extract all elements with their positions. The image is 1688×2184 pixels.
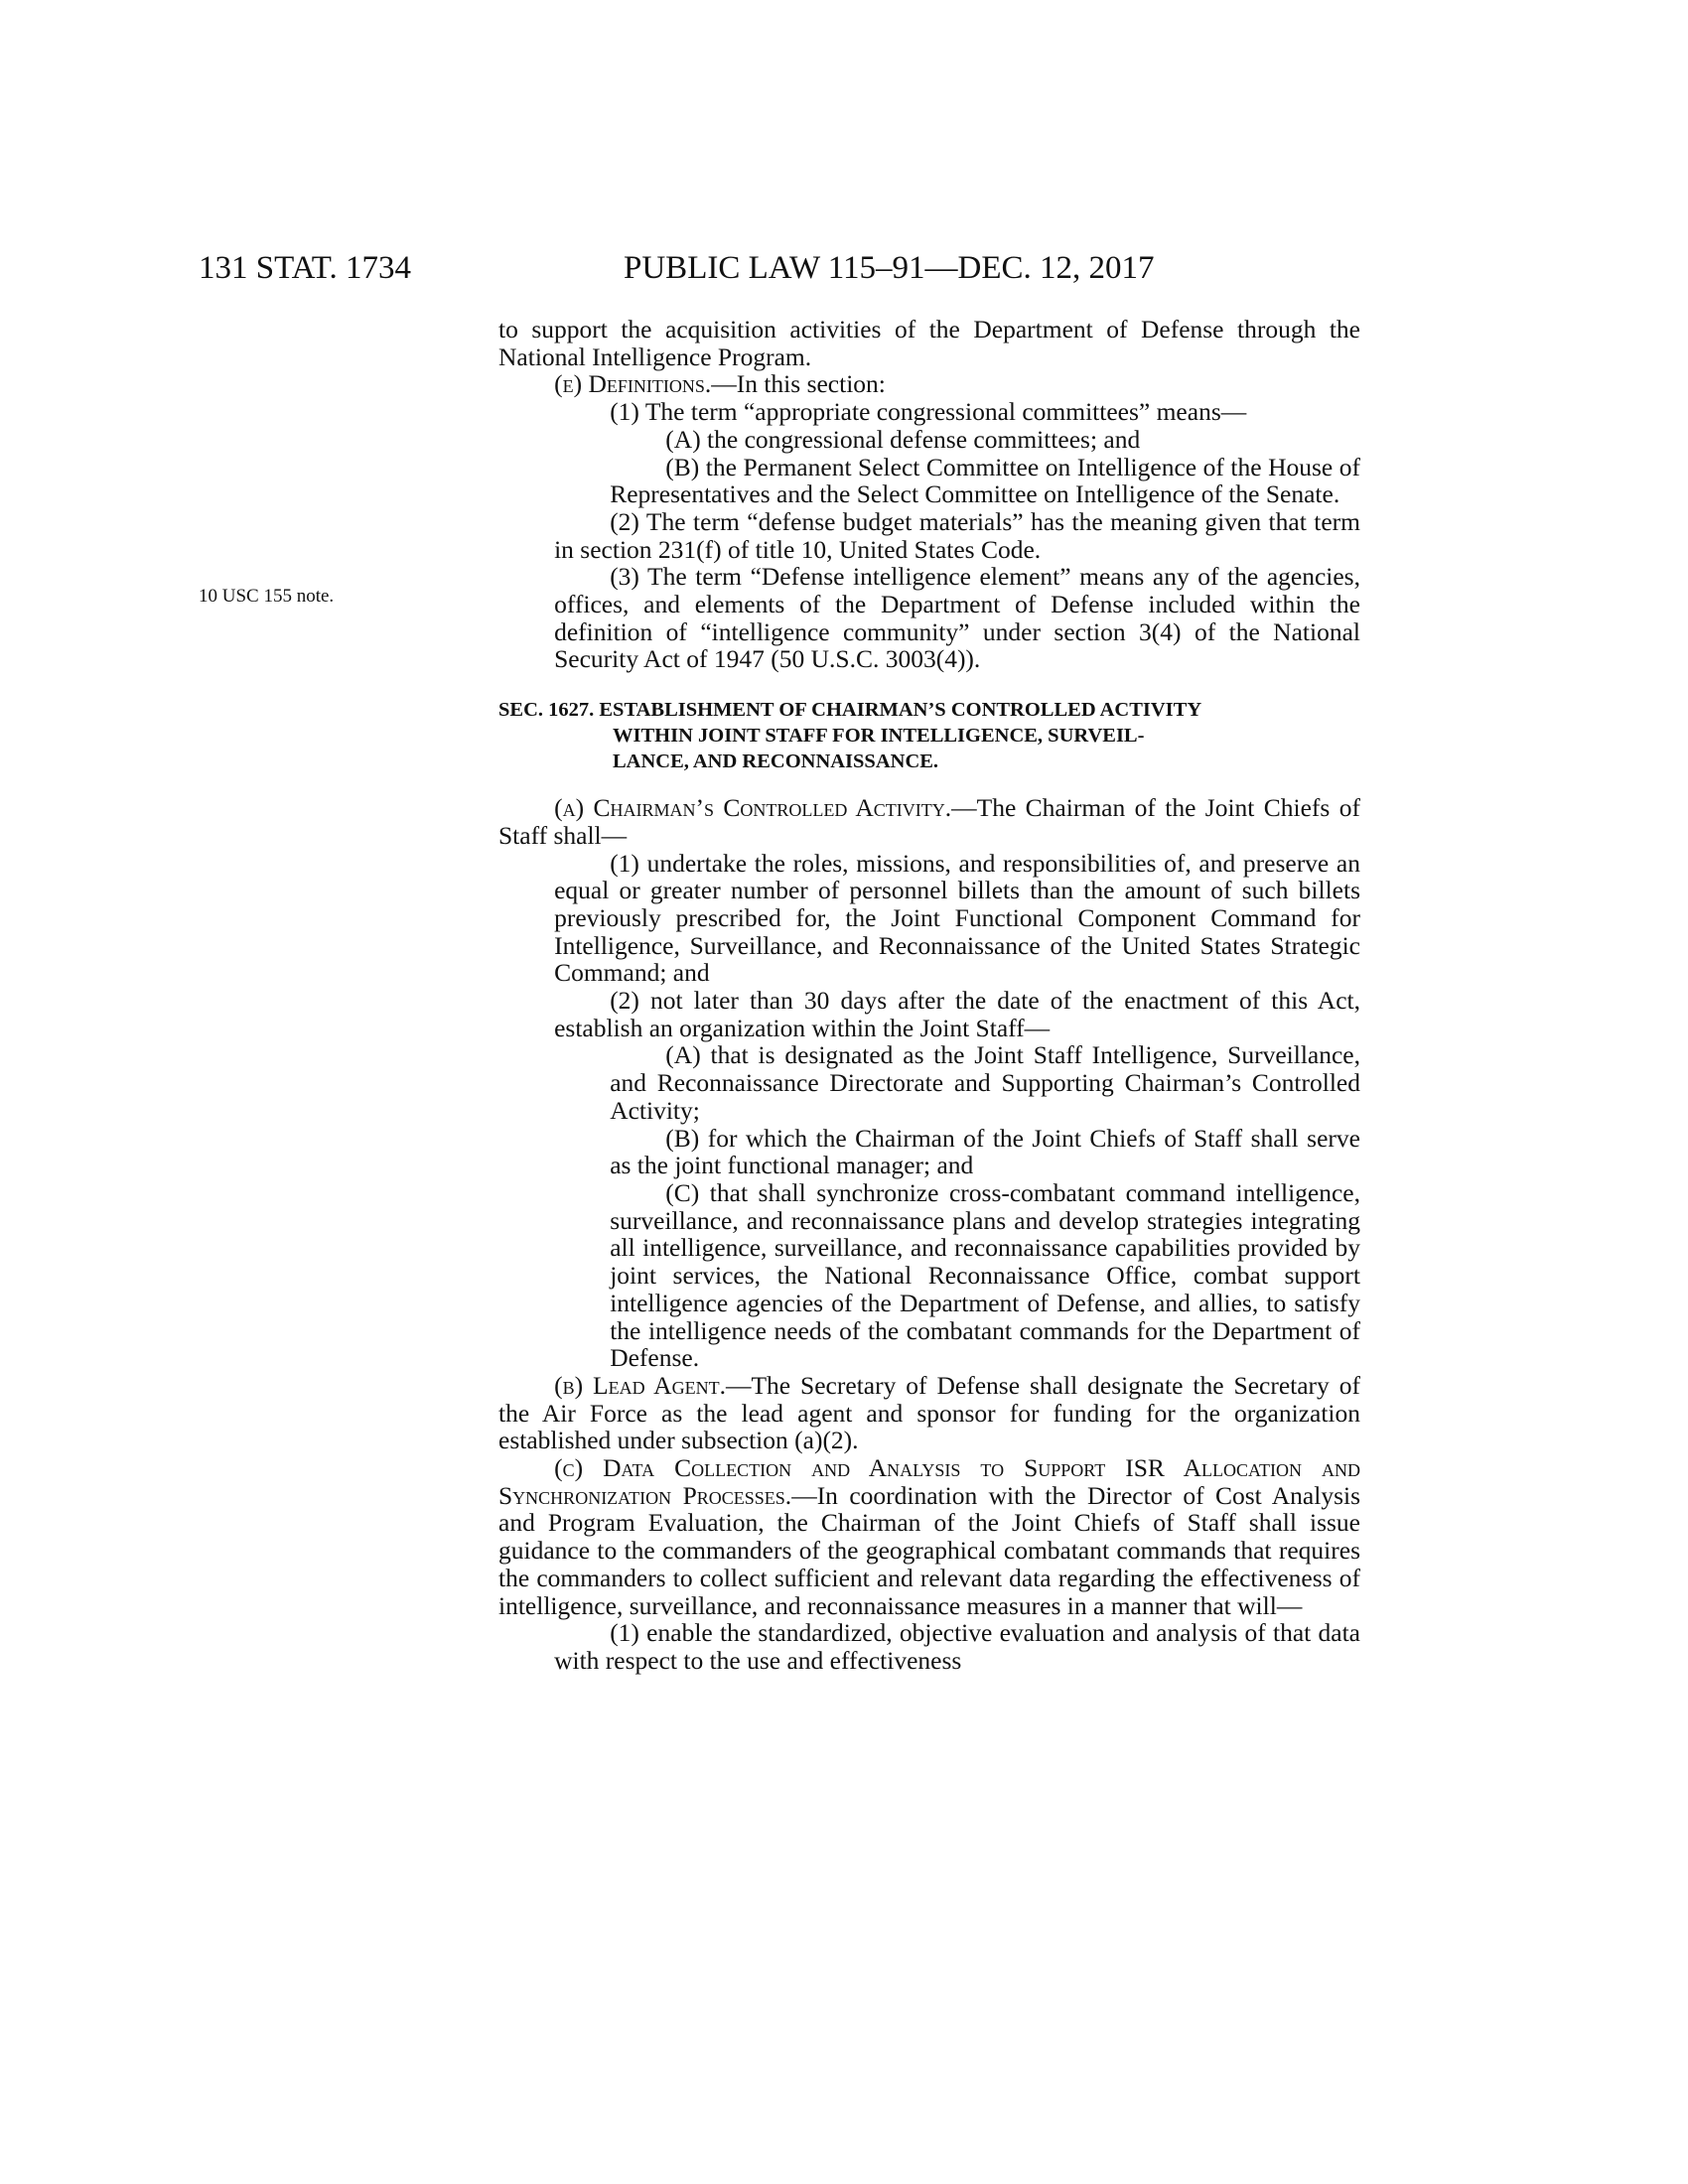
subsection-e-heading: (e) Definitions. xyxy=(554,369,712,399)
subsection-a xyxy=(498,794,1360,849)
subparagraph-a2b: (B) for which the Chairman of the Joint Chiefs of Staff shall serve as the joint functional manager; and xyxy=(610,1123,1360,1180)
subsection-a-text: —The Chairman of the Joint Chiefs of Staff shall— xyxy=(498,793,1360,850)
paragraph-e2: (2) The term “defense budget materials” has the meaning given that term in section 231(f) of title 10, United States Code. xyxy=(554,506,1360,564)
paragraph-a1: (1) undertake the roles, missions, and responsibilities of, and preserve an equal or greater number of personnel billets than the amount of such billets previously prescribed for, the Joint Functional Component Command for Intelligence, Surveillance, and Reconnaissance of the United States Strategic Command; and xyxy=(554,848,1360,988)
subsection-e-text: —In this section: xyxy=(711,369,886,399)
margin-note: 10 USC 155 note. xyxy=(199,586,335,607)
section-heading-line-1: SEC. 1627. ESTABLISHMENT OF CHAIRMAN’S CONTROLLED ACTIVITY xyxy=(498,699,1202,722)
running-header xyxy=(0,250,1688,290)
subsection-e xyxy=(498,370,1360,398)
paragraph-e3: (3) The term “Defense intelligence element” means any of the agencies, offices, and elements of the Department of Defense included within the definition of “intelligence community” under section 3(4) of the National Security Act of 1947 (50 U.S.C. 3003(4)). xyxy=(554,562,1360,674)
paragraph-continuation: to support the acquisition activities of the Department of Defense through the National Intelligence Program. xyxy=(498,315,1360,371)
subsection-a-heading: (a) Chairman’s Controlled Activity. xyxy=(554,793,952,823)
subsection-b-text: —The Secretary of Defense shall designate the Secretary of the Air Force as the lead agent and sponsor for funding for the organization established under subsection (a)(2). xyxy=(498,1370,1360,1455)
document-body xyxy=(498,316,1360,1675)
subparagraph-a2a: (A) that is designated as the Joint Staff Intelligence, Surveillance, and Reconnaissance Directorate and Supporting Chairman’s Controlled Activity; xyxy=(610,1040,1360,1125)
subparagraph-e1b: (B) the Permanent Select Committee on Intelligence of the House of Representatives and the Select Committee on Intelligence of the Senate. xyxy=(610,452,1360,509)
subsection-c-heading: (c) Data Collection and Analysis to Support ISR Allocation and Synchronization Processes. xyxy=(498,1453,1360,1510)
paragraph-a2: (2) not later than 30 days after the date of the enactment of this Act, establish an organization within the Joint Staff— xyxy=(554,986,1360,1042)
paragraph-c1: (1) enable the standardized, objective evaluation and analysis of that data with respect to the use and effectiveness xyxy=(554,1618,1360,1675)
section-heading-line-3: LANCE, AND RECONNAISSANCE. xyxy=(613,751,939,773)
subsection-b xyxy=(498,1372,1360,1454)
subsection-b-heading: (b) Lead Agent. xyxy=(554,1370,726,1400)
subsection-c-text: —In coordination with the Director of Cost Analysis and Program Evaluation, the Chairman of the Joint Chiefs of Staff shall issue guidance to the commanders of the geographical combatant commands that requires the commanders to collect sufficient and relevant data regarding the effectiveness of intelligence, surveillance, and reconnaissance measures in a manner that will— xyxy=(498,1480,1361,1620)
subparagraph-e1a: (A) the congressional defense committees; and xyxy=(665,424,1141,454)
statute-page-number: 131 STAT. 1734 xyxy=(199,250,412,286)
section-heading-line-2: WITHIN JOINT STAFF FOR INTELLIGENCE, SURVEIL- xyxy=(613,725,1145,748)
paragraph-e1: (1) The term “appropriate congressional committees” means— xyxy=(610,397,1247,427)
subparagraph-a2c: (C) that shall synchronize cross-combatant command intelligence, surveillance, and reconnaissance plans and develop strategies integrating all intelligence, surveillance, and reconnaissance capabilities provided by joint services, the National Reconnaissance Office, combat support intelligence agencies of the Department of Defense, and allies, to satisfy the intelligence needs of the combatant commands for the Department of Defense. xyxy=(610,1177,1360,1373)
section-heading xyxy=(498,697,1360,774)
subsection-c xyxy=(498,1454,1360,1619)
public-law-title: PUBLIC LAW 115–91—DEC. 12, 2017 xyxy=(624,250,1155,286)
